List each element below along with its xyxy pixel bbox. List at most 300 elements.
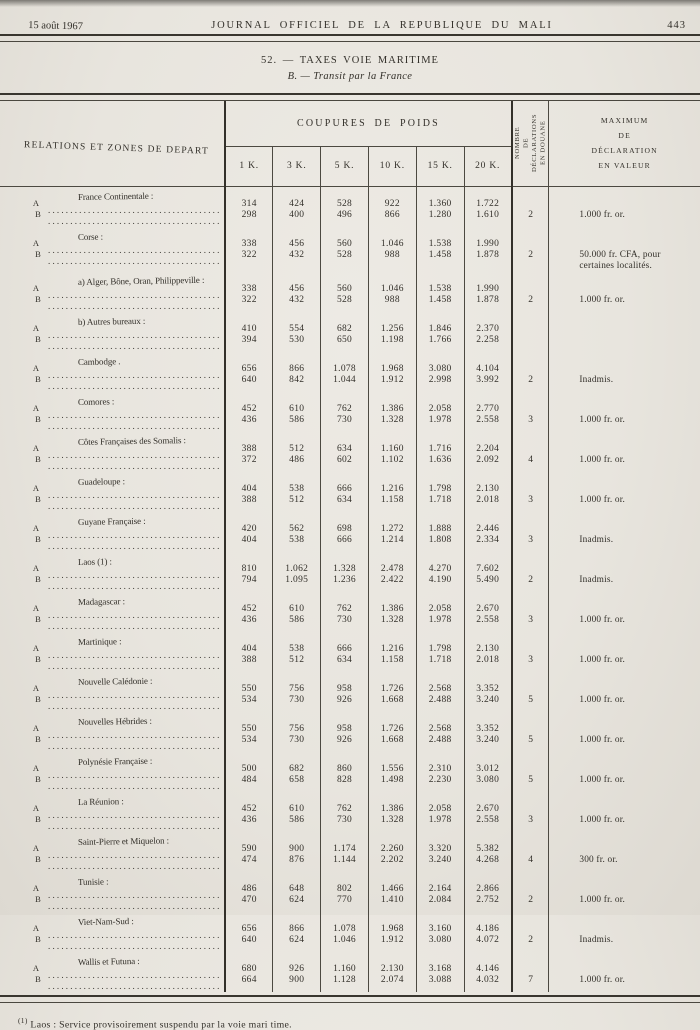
row-label-cell [0,272,225,312]
value-b: 1.718 [428,654,452,665]
row-letter-b: B [35,974,41,984]
journal-title: JOURNAL OFFICIEL DE LA REPUBLIQUE DU MALI [211,20,553,31]
dot-leader-b [48,621,222,632]
destination-name: Martinique : [77,635,122,647]
value-b: 1.912 [380,934,404,945]
value-b: 1.498 [380,774,404,785]
maximum-value: 1.000 fr. or. [579,494,626,505]
value-b: 730 [289,734,305,745]
value-a: 3.160 [428,923,452,934]
table-row [0,872,700,912]
cell-20k [464,712,512,752]
value-a: 2.130 [476,483,500,494]
value-a: 680 [241,963,257,974]
row-letter-b: B [35,209,41,219]
header-rule [0,34,700,42]
dot-leader-b [48,501,222,512]
value-a: 1.256 [380,323,404,334]
row-letter-a: A [32,643,40,653]
value-a: 1.216 [380,483,404,494]
cell-20k [464,632,512,672]
cell-1k [225,552,273,592]
value-a: 2.130 [476,643,500,654]
value-b: 2.084 [428,894,452,905]
cell-10k [368,552,416,592]
footnote [18,1016,700,1030]
value-b: 4.268 [476,854,500,865]
value-b: 1.978 [428,614,452,625]
table-row [0,752,700,792]
value-a: 1.046 [380,283,404,294]
cell-5k [321,832,369,872]
destination-name: Laos (1) : [77,555,112,567]
value-b: 538 [289,534,305,545]
dot-leader-a [48,530,222,541]
dot-leader-b [48,581,222,592]
cell-3k [273,392,321,432]
cell-declarations [512,312,549,352]
cell-10k [368,632,416,672]
cell-maximum [549,272,700,312]
row-letter-a: A [32,523,40,533]
dot-leader-a [48,570,222,581]
value-a: 656 [241,923,257,934]
cell-declarations [512,792,549,832]
value-a: 410 [241,323,257,334]
row-label-cell [0,227,225,272]
cell-20k [464,272,512,312]
row-letter-b: B [35,249,41,259]
cell-5k [321,552,369,592]
cell-5k [321,672,369,712]
cell-1k [225,952,273,992]
cell-15k [416,632,464,672]
value-a: 1.726 [380,723,404,734]
destination-name: Madagascar : [77,595,126,607]
value-b: 1.214 [380,534,404,545]
cell-10k [368,792,416,832]
value-a: 2.058 [428,803,452,814]
value-b: 2.018 [476,494,500,505]
page-number: 443 [667,20,686,31]
value-b: 496 [336,209,353,220]
destination-name: Wallis et Futuna : [77,955,140,967]
value-a: 2.370 [476,323,500,334]
value-b: 658 [289,774,305,785]
value-b: 394 [241,334,257,345]
value-b: 404 [241,534,257,545]
value-b: 624 [289,934,305,945]
cell-10k [368,912,416,952]
value-b: 1.878 [476,294,500,305]
cell-20k [464,792,512,832]
row-letter-a: A [32,843,40,853]
value-a: 456 [289,238,305,249]
value-a: 424 [289,198,305,209]
value-b: 1.328 [380,814,404,825]
dot-leader-b [48,941,222,952]
value-b: 828 [336,774,353,785]
cell-maximum [549,512,700,552]
dot-leader-a [48,450,222,461]
value-b: 486 [289,454,305,465]
cell-1k [225,672,273,712]
row-label-cell [0,186,225,227]
cell-10k [368,832,416,872]
value-b: 3.240 [476,734,500,745]
value-a: 634 [336,443,353,454]
column-header-maximum: MAXIMUM DE DÉCLARATION EN VALEUR [549,101,700,186]
maximum-value: 1.000 fr. or. [579,734,626,745]
value-b: 634 [336,654,353,665]
value-a: 4.104 [476,363,500,374]
cell-10k [368,227,416,272]
table-row [0,832,700,872]
dot-leader-b [48,981,222,992]
column-header-1k: 1 K. [225,146,273,186]
value-b: 2.230 [428,774,452,785]
value-b: 1.808 [428,534,452,545]
maximum-value: Inadmis. [579,374,614,385]
row-letter-b: B [35,374,41,384]
column-header-10k: 10 K. [368,146,416,186]
value-a: 900 [289,843,305,854]
row-label-cell [0,352,225,392]
value-b: 1.128 [333,974,356,985]
value-b: 2.558 [476,814,500,825]
dot-leader-a [48,410,222,421]
value-b: 474 [241,854,257,865]
row-letter-b: B [35,574,41,584]
cell-maximum [549,552,700,592]
cell-maximum [549,472,700,512]
row-label-cell [0,592,225,632]
dot-leader-a [48,490,222,501]
table-row [0,272,700,312]
cell-20k [464,392,512,432]
row-letter-a: A [32,723,40,733]
cell-declarations [512,912,549,952]
value-b: 1.158 [380,654,404,665]
value-a: 810 [241,563,257,574]
cell-maximum [549,352,700,392]
value-b: 2.334 [476,534,500,545]
cell-3k [273,832,321,872]
value-a: 388 [241,443,257,454]
maximum-value: 1.000 fr. or. [579,414,626,425]
row-label-cell [0,792,225,832]
dot-leader-b [48,421,222,432]
value-a: 3.352 [476,683,500,694]
value-a: 3.168 [428,963,452,974]
cell-10k [368,352,416,392]
row-label-cell [0,472,225,512]
value-b: 624 [289,894,305,905]
value-a: 610 [289,403,305,414]
cell-maximum [549,312,700,352]
cell-20k [464,672,512,712]
cell-10k [368,952,416,992]
value-a: 4.146 [476,963,500,974]
value-a: 682 [289,763,305,774]
cell-maximum [549,872,700,912]
row-label-cell [0,832,225,872]
value-a: 538 [289,483,305,494]
value-b: 2.488 [428,734,452,745]
cell-1k [225,392,273,432]
dot-leader-b [48,341,222,352]
value-a: 456 [289,283,305,294]
value-a: 2.260 [380,843,404,854]
maximum-value: 1.000 fr. or. [579,209,626,220]
cell-15k [416,712,464,752]
cell-maximum [549,392,700,432]
value-a: 1.386 [380,803,404,814]
column-group-coupures: COUPURES DE POIDS [225,101,512,146]
tariff-table [0,101,700,992]
table-row [0,712,700,752]
row-letter-b: B [35,734,41,744]
value-a: 648 [289,883,305,894]
value-a: 1.538 [428,238,452,249]
value-b: 586 [289,814,305,825]
value-a: 5.382 [476,843,500,854]
declarations-vertical-label: NOMBRE DE DÉCLARATIONS EN DOUANE [513,114,547,173]
row-letter-b: B [35,334,41,344]
dot-leader-a [48,690,222,701]
cell-15k [416,552,464,592]
table-row [0,912,700,952]
value-a: 452 [241,603,257,614]
dot-leader-a [48,650,222,661]
cell-3k [273,752,321,792]
value-a: 1.160 [333,963,356,974]
value-b: 470 [241,894,257,905]
declarations-count: 3 [528,534,533,545]
value-b: 666 [336,534,353,545]
value-a: 2.478 [380,563,404,574]
value-b: 3.240 [428,854,452,865]
value-b: 730 [289,694,305,705]
value-a: 3.352 [476,723,500,734]
value-a: 666 [336,643,353,654]
cell-3k [273,912,321,952]
value-b: 512 [289,654,305,665]
table-row [0,227,700,272]
destination-name: Comores : [77,395,115,407]
value-b: 1.978 [428,414,452,425]
row-letter-a: A [32,363,40,373]
value-b: 436 [241,414,257,425]
destination-name: Nouvelle Calédonie : [77,675,153,687]
cell-5k [321,912,369,952]
value-b: 2.074 [380,974,404,985]
destination-name: Guadeloupe : [77,475,126,487]
cell-15k [416,832,464,872]
row-letter-b: B [35,894,41,904]
cell-declarations [512,552,549,592]
value-a: 1.888 [428,523,452,534]
declarations-count: 3 [528,654,533,665]
value-a: 958 [336,683,353,694]
cell-10k [368,186,416,227]
value-b: 900 [289,974,305,985]
value-b: 3.080 [476,774,500,785]
value-b: 1.046 [333,934,356,945]
value-a: 2.058 [428,603,452,614]
value-b: 602 [336,454,353,465]
section-title: 52. — TAXES VOIE MARITIME [261,55,439,66]
cell-maximum [549,752,700,792]
value-b: 3.240 [476,694,500,705]
row-letter-a: A [32,563,40,573]
dot-leader-b [48,461,222,472]
value-a: 2.204 [476,443,500,454]
value-b: 730 [336,614,353,625]
value-a: 3.320 [428,843,452,854]
cell-20k [464,952,512,992]
cell-10k [368,392,416,432]
value-b: 1.636 [428,454,452,465]
value-b: 1.144 [333,854,356,865]
value-a: 1.716 [428,443,452,454]
table-row [0,512,700,552]
dot-leader-a [48,370,222,381]
value-b: 322 [241,294,257,305]
value-a: 1.386 [380,603,404,614]
column-header-15k: 15 K. [416,146,464,186]
footnote-marker: (1) [18,1015,28,1025]
value-b: 634 [336,494,353,505]
value-b: 1.410 [380,894,404,905]
value-b: 388 [241,494,257,505]
cell-10k [368,592,416,632]
destination-name: France Continentale : [77,190,154,202]
value-a: 550 [241,683,257,694]
cell-20k [464,552,512,592]
value-a: 1.216 [380,643,404,654]
value-a: 2.130 [380,963,404,974]
value-b: 730 [336,814,353,825]
maximum-value: Inadmis. [579,534,614,545]
cell-maximum [549,632,700,672]
row-label-cell [0,712,225,752]
cell-20k [464,352,512,392]
row-letter-a: A [32,198,40,208]
value-a: 554 [289,323,305,334]
table-bottom-rule [0,995,700,1003]
row-letter-a: A [32,883,40,893]
value-a: 452 [241,403,257,414]
maximum-value: 300 fr. or. [579,854,618,865]
dot-leader-a [48,930,222,941]
value-a: 656 [241,363,257,374]
cell-1k [225,872,273,912]
row-letter-a: A [32,483,40,493]
cell-3k [273,352,321,392]
value-b: 926 [336,734,353,745]
value-b: 1.718 [428,494,452,505]
cell-15k [416,512,464,552]
declarations-count: 5 [528,734,533,745]
value-b: 988 [384,249,400,260]
cell-10k [368,312,416,352]
value-a: 682 [336,323,353,334]
cell-5k [321,952,369,992]
row-label-cell [0,312,225,352]
cell-20k [464,832,512,872]
cell-3k [273,632,321,672]
cell-declarations [512,952,549,992]
cell-maximum [549,227,700,272]
cell-15k [416,392,464,432]
value-a: 2.866 [476,883,500,894]
cell-10k [368,752,416,792]
value-b: 528 [336,249,353,260]
table-row [0,792,700,832]
value-b: 586 [289,414,305,425]
cell-declarations [512,712,549,752]
dot-leader-b [48,301,222,312]
value-b: 530 [289,334,305,345]
cell-20k [464,912,512,952]
value-b: 1.236 [333,574,356,585]
cell-3k [273,792,321,832]
cell-3k [273,672,321,712]
declarations-count: 2 [528,294,533,305]
value-b: 436 [241,614,257,625]
value-a: 2.310 [428,763,452,774]
value-a: 314 [241,198,257,209]
dot-leader-b [48,661,222,672]
table-row [0,592,700,632]
destination-name: b) Autres bureaux : [77,315,146,327]
destination-name: Nouvelles Hébrides : [77,715,152,727]
declarations-count: 2 [528,934,533,945]
cell-5k [321,392,369,432]
cell-5k [321,186,369,227]
value-a: 550 [241,723,257,734]
declarations-count: 3 [528,614,533,625]
cell-5k [321,792,369,832]
cell-maximum [549,186,700,227]
value-b: 1.158 [380,494,404,505]
cell-15k [416,672,464,712]
row-letter-a: A [32,963,40,973]
value-b: 1.668 [380,694,404,705]
cell-15k [416,752,464,792]
dot-leader-b [48,256,222,267]
dot-leader-a [48,970,222,981]
value-b: 2.558 [476,614,500,625]
value-b: 436 [241,814,257,825]
row-letter-b: B [35,934,41,944]
value-b: 528 [336,294,353,305]
value-b: 484 [241,774,257,785]
value-a: 1.968 [380,923,404,934]
value-a: 1.990 [476,238,500,249]
declarations-count: 5 [528,694,533,705]
section-heading [0,55,700,82]
cell-maximum [549,712,700,752]
dot-leader-b [48,701,222,712]
value-a: 698 [336,523,353,534]
value-a: 610 [289,803,305,814]
cell-10k [368,432,416,472]
value-b: 1.878 [476,249,500,260]
value-a: 2.670 [476,603,500,614]
table-top-rule [0,93,700,101]
